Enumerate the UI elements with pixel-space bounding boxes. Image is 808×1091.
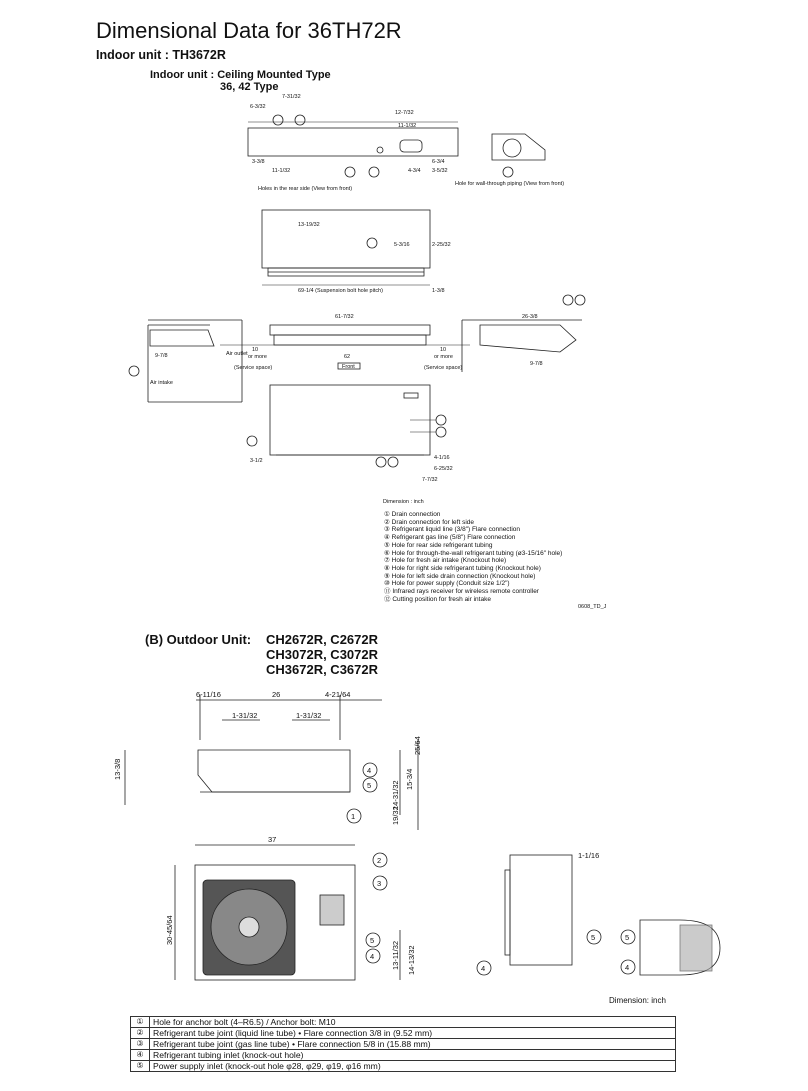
outdoor-model-1: CH2672R, C2672R <box>266 632 379 647</box>
svg-text:6-11/16: 6-11/16 <box>196 690 221 699</box>
svg-text:14-13/32: 14-13/32 <box>407 945 416 975</box>
svg-text:11-1/32: 11-1/32 <box>398 123 417 129</box>
indoor-heading: Indoor unit : Ceiling Mounted Type <box>150 69 331 81</box>
svg-text:4-3/4: 4-3/4 <box>408 168 421 174</box>
indoor-type: 36, 42 Type <box>220 81 279 93</box>
svg-text:5: 5 <box>370 936 375 945</box>
legend-item: ⑤ Hole for rear side refrigerant tubing <box>384 541 493 549</box>
svg-text:4-21/64: 4-21/64 <box>325 690 351 699</box>
svg-text:3: 3 <box>377 879 382 888</box>
legend-item: ③ Refrigerant liquid line (3/8") Flare connection <box>384 526 521 534</box>
legend-item: ⑥ Hole for through-the-wall refrigerant tubing (ø3-15/16" hole) <box>384 549 563 557</box>
svg-text:9-7/8: 9-7/8 <box>530 361 543 367</box>
svg-text:Holes in the rear side (View f: Holes in the rear side (View from front) <box>258 186 353 192</box>
svg-text:4: 4 <box>367 766 372 775</box>
page-title: Dimensional Data for 36TH72R <box>96 18 402 43</box>
callout-10 <box>345 167 355 177</box>
outdoor-model-3: CH3672R, C3672R <box>266 662 379 677</box>
svg-text:or more: or more <box>248 354 267 360</box>
outdoor-heading: (B) Outdoor Unit: <box>145 632 252 647</box>
legend-item: ⑨ Hole for left side drain connection (Knockout hole) <box>384 572 536 580</box>
legend-item: ⑩ Hole for power supply (Conduit size 1/2") <box>384 580 510 588</box>
table-row: ③ Refrigerant tube joint (gas line tube) • Flare connection 5/8 in (15.88 mm) <box>131 1039 676 1050</box>
svg-text:15-3/4: 15-3/4 <box>405 768 414 790</box>
svg-text:(Service space): (Service space) <box>424 365 463 371</box>
svg-text:Dimension : inch: Dimension : inch <box>383 499 424 505</box>
svg-text:11-1/32: 11-1/32 <box>272 168 291 174</box>
svg-text:Air outlet: Air outlet <box>226 351 248 357</box>
table-row: ④ Refrigerant tubing inlet (knock-out hole) <box>131 1050 676 1061</box>
svg-text:19/32: 19/32 <box>391 806 400 825</box>
svg-text:9-7/8: 9-7/8 <box>155 353 168 359</box>
svg-text:12-7/32: 12-7/32 <box>395 110 414 116</box>
legend-item: ① Drain connection <box>384 511 441 518</box>
svg-text:4: 4 <box>481 964 486 973</box>
svg-text:5: 5 <box>591 933 596 942</box>
legend-item: ⑪ Infrared rays receiver for wireless remote controller <box>384 588 539 596</box>
svg-text:25/64: 25/64 <box>413 736 422 755</box>
svg-text:26: 26 <box>272 690 281 699</box>
svg-text:26-3/8: 26-3/8 <box>522 314 538 320</box>
svg-text:69-1/4 (Suspension bolt hole p: 69-1/4 (Suspension bolt hole pitch) <box>298 288 383 294</box>
svg-text:62: 62 <box>344 354 351 360</box>
svg-text:1: 1 <box>351 812 356 821</box>
table-row: ② Refrigerant tube joint (liquid line tube) • Flare connection 3/8 in (9.52 mm) <box>131 1028 676 1039</box>
svg-text:5: 5 <box>367 781 372 790</box>
svg-text:14-31/32: 14-31/32 <box>391 780 400 810</box>
svg-text:1-3/8: 1-3/8 <box>432 288 445 294</box>
svg-text:4: 4 <box>370 952 375 961</box>
outdoor-dimension-unit: Dimension: inch <box>609 996 666 1005</box>
svg-text:5-3/16: 5-3/16 <box>394 242 410 248</box>
svg-text:10: 10 <box>440 347 447 353</box>
svg-text:1-1/16: 1-1/16 <box>578 851 600 860</box>
table-row: ① Hole for anchor bolt (4–R6.5) / Anchor bolt: M10 <box>131 1017 676 1028</box>
legend-item: ④ Refrigerant gas line (5/8") Flare connection <box>384 534 516 542</box>
svg-text:1-31/32: 1-31/32 <box>296 711 322 720</box>
svg-text:1-31/32: 1-31/32 <box>232 711 258 720</box>
svg-text:or more: or more <box>434 354 453 360</box>
svg-text:3-3/8: 3-3/8 <box>252 159 265 165</box>
svg-text:30-45/64: 30-45/64 <box>165 915 174 945</box>
svg-text:7-7/32: 7-7/32 <box>422 477 438 483</box>
callout-5 <box>369 167 379 177</box>
svg-text:10: 10 <box>252 347 259 353</box>
callout-12 <box>295 115 305 125</box>
outdoor-legend-table <box>130 1016 676 1072</box>
svg-text:2: 2 <box>377 856 382 865</box>
svg-text:3-1/2: 3-1/2 <box>250 458 263 464</box>
svg-text:(Service space): (Service space) <box>234 365 273 371</box>
indoor-legend <box>384 511 562 603</box>
svg-text:6-3/4: 6-3/4 <box>432 159 445 165</box>
dim-label: 6-3/32 <box>250 104 266 110</box>
svg-text:3-5/32: 3-5/32 <box>432 168 448 174</box>
svg-text:Hole for wall-through piping (: Hole for wall-through piping (View from front) <box>455 181 565 187</box>
legend-item: ⑦ Hole for fresh air intake (Knockout hole) <box>384 557 507 565</box>
svg-text:Front: Front <box>342 364 355 370</box>
svg-text:13-11/32: 13-11/32 <box>391 940 400 970</box>
svg-text:13-19/32: 13-19/32 <box>298 222 320 228</box>
legend-item: ⑫ Cutting position for fresh air intake <box>384 595 491 603</box>
svg-text:5: 5 <box>625 933 630 942</box>
svg-text:37: 37 <box>268 835 277 844</box>
table-row: ⑤ Power supply inlet (knock-out hole φ28, φ29, φ19, φ16 mm) <box>131 1061 676 1072</box>
legend-item: ② Drain connection for left side <box>384 518 475 526</box>
callout-9 <box>273 115 283 125</box>
legend-item: ⑧ Hole for right side refrigerant tubing (Knockout hole) <box>384 564 541 572</box>
svg-text:0608_TD_J: 0608_TD_J <box>578 604 607 610</box>
svg-text:4-1/16: 4-1/16 <box>434 455 450 461</box>
svg-text:7-31/32: 7-31/32 <box>282 94 301 100</box>
svg-text:61-7/32: 61-7/32 <box>335 314 354 320</box>
outdoor-model-2: CH3072R, C3072R <box>266 647 379 662</box>
svg-text:13-3/8: 13-3/8 <box>113 758 122 780</box>
svg-text:Air intake: Air intake <box>150 380 173 386</box>
svg-text:4: 4 <box>625 963 630 972</box>
svg-text:6-25/32: 6-25/32 <box>434 466 453 472</box>
indoor-unit-label: Indoor unit : TH3672R <box>96 48 226 62</box>
outdoor-unit-drawing <box>0 680 808 1005</box>
svg-text:2-25/32: 2-25/32 <box>432 242 451 248</box>
